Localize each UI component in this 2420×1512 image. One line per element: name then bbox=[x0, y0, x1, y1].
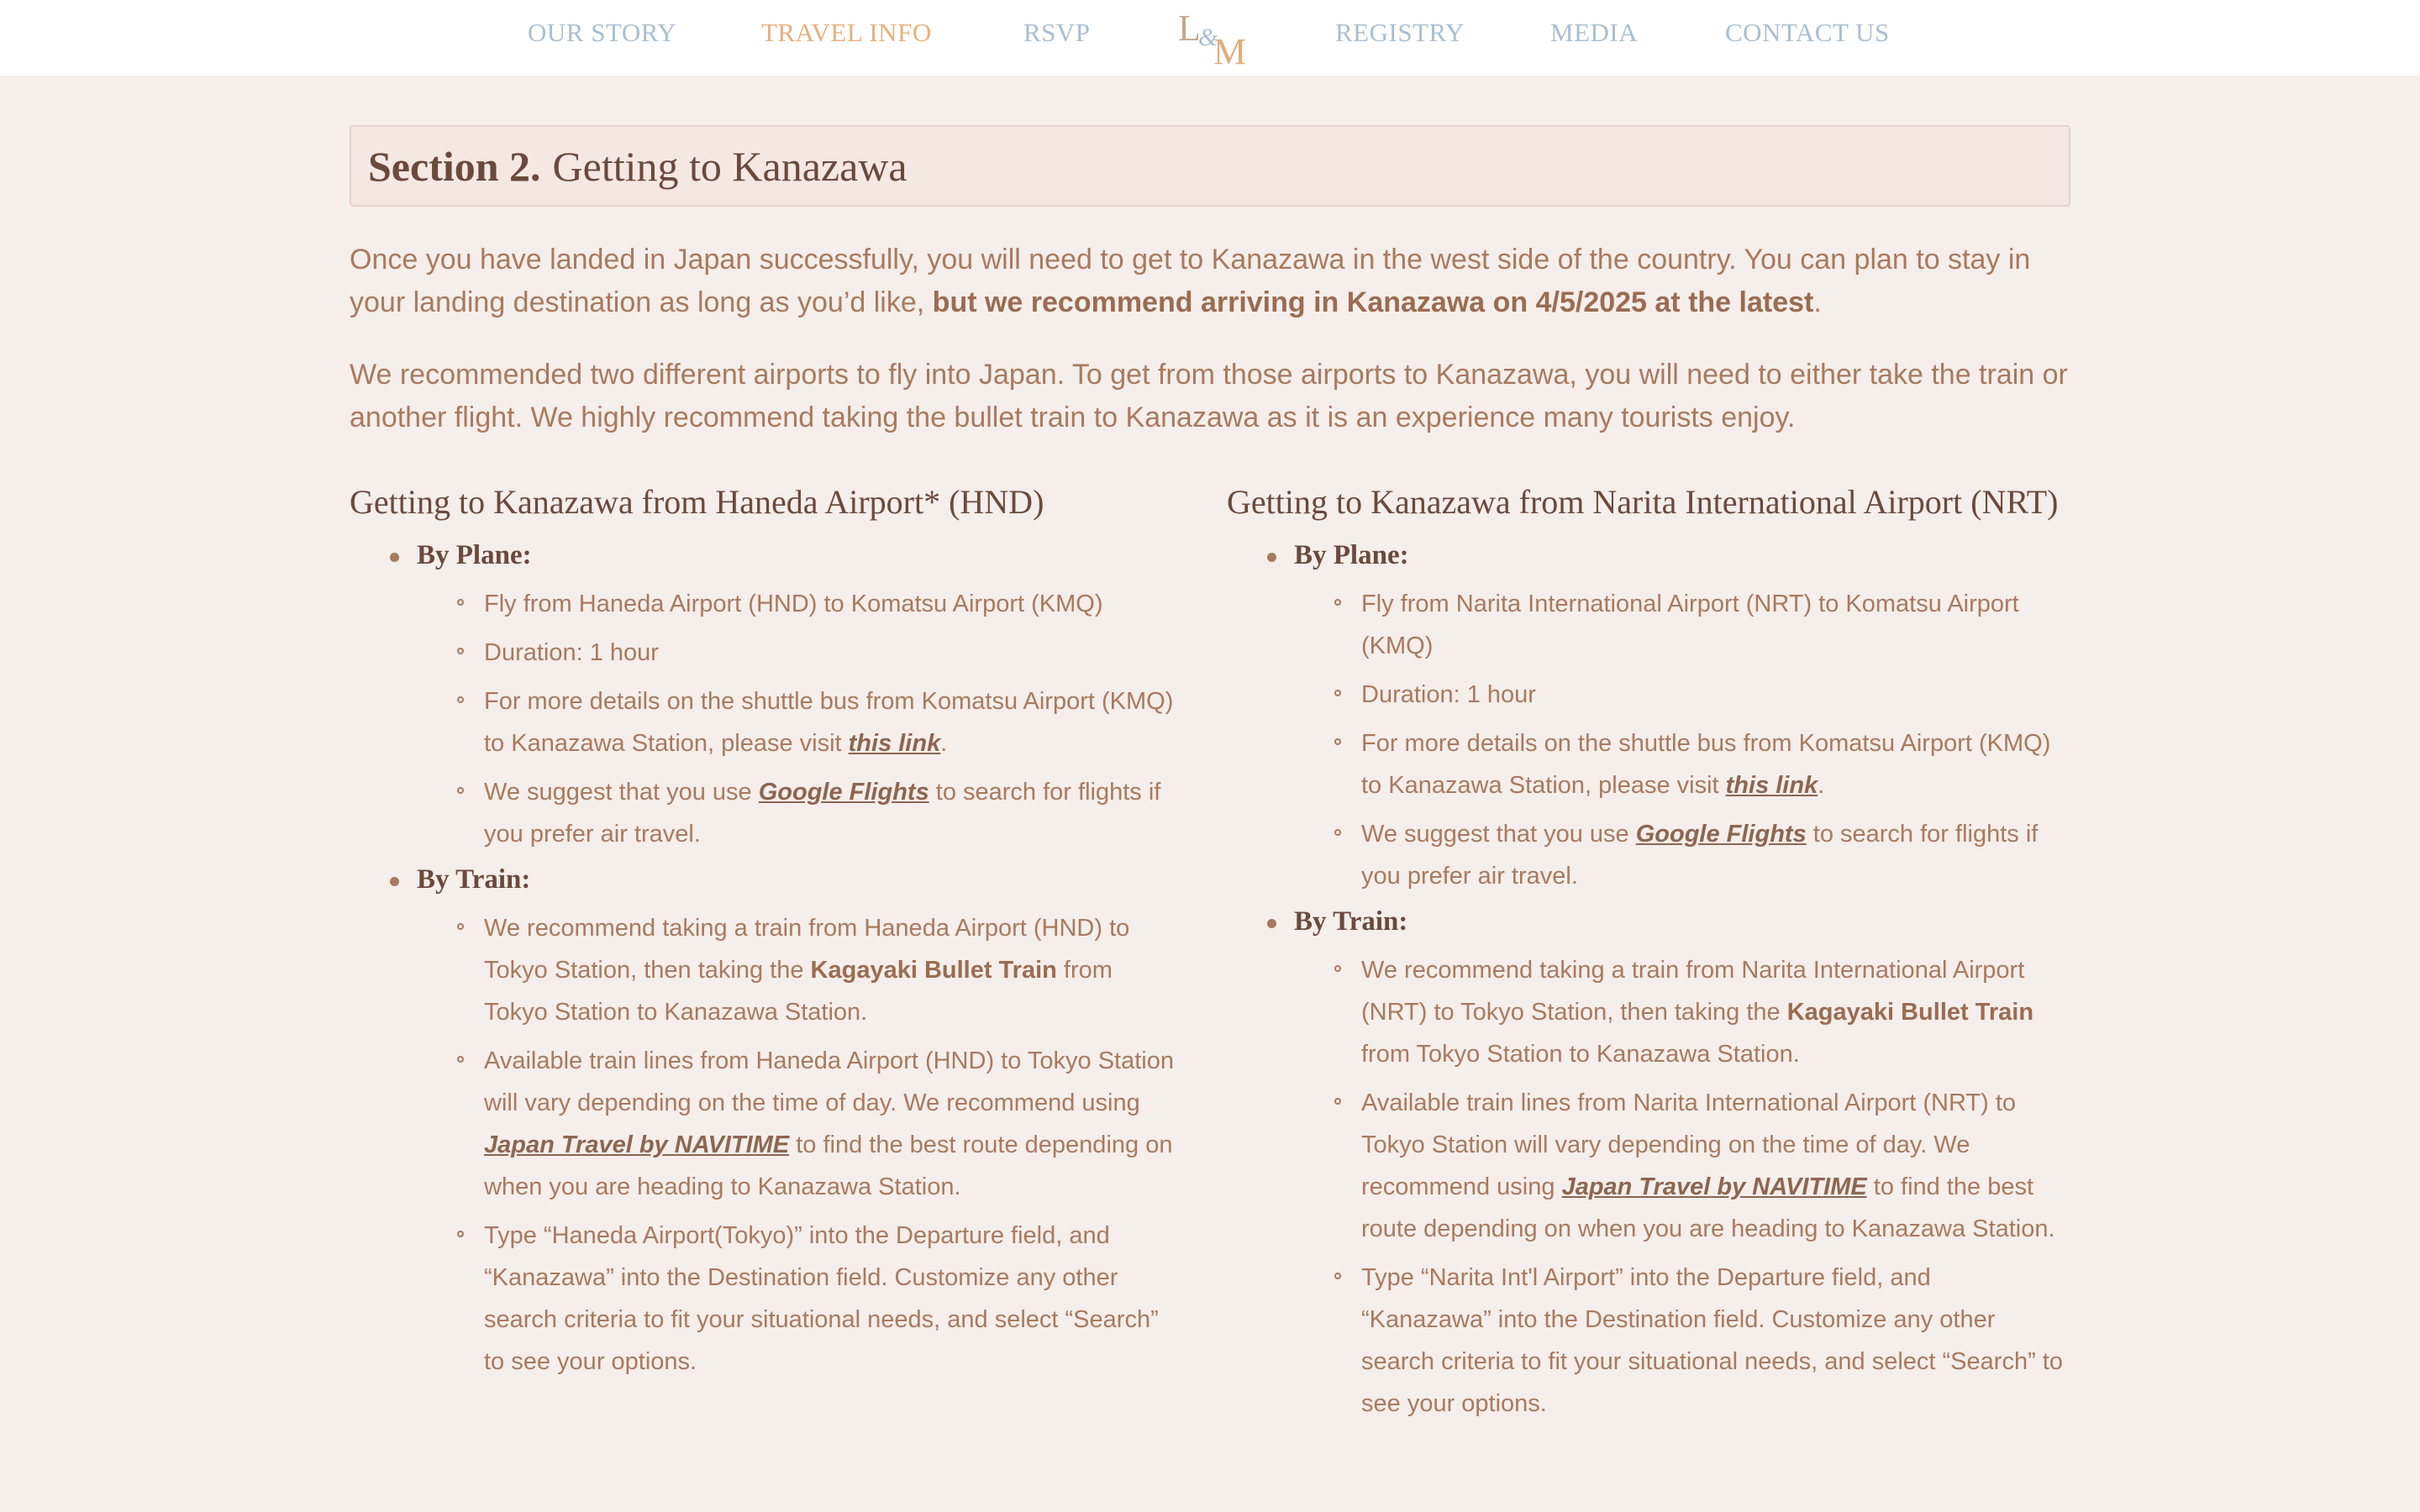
train-text: We recommend taking a train from Narita International Airport (NRT) to Tokyo Station, then taking the bbox=[1361, 957, 2025, 1026]
shuttle-text: For more details on the shuttle bus from Komatsu Airport (KMQ) to Kanazawa Station, please visit bbox=[1361, 730, 2051, 799]
navitime-link[interactable]: Japan Travel by NAVITIME bbox=[484, 1131, 790, 1158]
suggest-text: We suggest that you use bbox=[1361, 821, 1636, 848]
nav-rsvp[interactable]: RSVP bbox=[1023, 18, 1091, 47]
list-item bbox=[417, 1215, 1181, 1383]
suggest-text-end: to search for flights if you prefer air travel. bbox=[1361, 821, 2039, 890]
top-nav bbox=[0, 0, 2420, 76]
logo-ampersand: & bbox=[1198, 24, 1218, 51]
narita-column bbox=[1227, 483, 2067, 1433]
logo-letter-l: L bbox=[1178, 8, 1201, 49]
haneda-plane-list bbox=[417, 583, 1181, 855]
list-item bbox=[417, 632, 1181, 674]
by-plane-label: By Plane: bbox=[1294, 540, 1409, 570]
duration-text: Duration: 1 hour bbox=[484, 639, 659, 666]
search-instructions-text: Type “Haneda Airport(Tokyo)” into the Departure field, and “Kanazawa” into the Destination field. Customize any other search criteria to fit your situational needs, and select “Search” to see your options. bbox=[484, 1222, 1159, 1375]
bullet-dot bbox=[390, 553, 399, 562]
bullet-circle bbox=[457, 599, 464, 606]
bullet-circle bbox=[1334, 965, 1341, 972]
shuttle-link[interactable]: this link bbox=[1725, 772, 1818, 799]
intro-recommendation: but we recommend arriving in Kanazawa on 4/5/2025 at the latest bbox=[932, 286, 1814, 318]
shuttle-link[interactable]: this link bbox=[848, 730, 941, 757]
navitime-link[interactable]: Japan Travel by NAVITIME bbox=[1561, 1173, 1867, 1200]
duration-text: Duration: 1 hour bbox=[1361, 681, 1536, 708]
train-lines-text-end: to find the best route depending on when you are heading to Kanazawa Station. bbox=[484, 1131, 1173, 1200]
bullet-circle bbox=[1334, 829, 1341, 836]
bullet-circle bbox=[1334, 1098, 1341, 1105]
bullet-circle bbox=[1334, 738, 1341, 745]
suggest-text-end: to search for flights if you prefer air travel. bbox=[484, 779, 1161, 848]
suggest-text: We suggest that you use bbox=[484, 779, 759, 806]
list-item bbox=[1294, 583, 2067, 667]
train-lines-text: Available train lines from Haneda Airport (HND) to Tokyo Station will vary depending on the time of day. We recommend using bbox=[484, 1047, 1174, 1116]
flight-route-text: Fly from Haneda Airport (HND) to Komatsu Airport (KMQ) bbox=[484, 591, 1103, 617]
flight-route-text: Fly from Narita International Airport (NRT) to Komatsu Airport (KMQ) bbox=[1361, 591, 2019, 659]
narita-by-plane bbox=[1227, 539, 2067, 897]
intro-paragraph-1 bbox=[350, 239, 2070, 324]
bullet-dot bbox=[1267, 553, 1276, 562]
list-item bbox=[417, 680, 1181, 764]
intro-period: . bbox=[1813, 286, 1822, 318]
section-header bbox=[350, 125, 2070, 207]
haneda-options bbox=[350, 539, 1181, 1383]
haneda-by-plane bbox=[350, 539, 1181, 855]
by-plane-label: By Plane: bbox=[417, 540, 532, 570]
haneda-by-train bbox=[350, 864, 1181, 1383]
narita-plane-list bbox=[1294, 583, 2067, 897]
list-item bbox=[1294, 674, 2067, 716]
haneda-train-list bbox=[417, 907, 1181, 1383]
intro-paragraph-2: We recommended two different airports to fly into Japan. To get from those airports to Kanazawa, you will need to either take the train or another flight. We highly recommend taking the bullet train to Kanazawa as it is an experience many tourists enjoy. bbox=[350, 359, 2068, 433]
narita-train-list bbox=[1294, 949, 2067, 1425]
nav-media[interactable]: MEDIA bbox=[1550, 18, 1639, 47]
period: . bbox=[940, 730, 948, 757]
train-text-end: from Tokyo Station to Kanazawa Station. bbox=[484, 957, 1113, 1026]
narita-heading: Getting to Kanazawa from Narita International Airport (NRT) bbox=[1227, 483, 2059, 521]
list-item bbox=[1294, 1082, 2067, 1250]
train-text: We recommend taking a train from Haneda Airport (HND) to Tokyo Station, then taking the bbox=[484, 915, 1130, 984]
bullet-circle bbox=[457, 923, 464, 930]
nav-travel-info[interactable]: TRAVEL INFO bbox=[761, 18, 932, 47]
nav-registry[interactable]: REGISTRY bbox=[1335, 18, 1465, 47]
narita-options bbox=[1227, 539, 2067, 1425]
bullet-circle bbox=[1334, 690, 1341, 696]
section-number: Section 2. bbox=[368, 142, 541, 190]
list-item bbox=[1294, 722, 2067, 806]
google-flights-link[interactable]: Google Flights bbox=[1635, 821, 1807, 848]
haneda-column bbox=[350, 483, 1181, 1391]
bullet-circle bbox=[1334, 1273, 1341, 1279]
kagayaki-train-name: Kagayaki Bullet Train bbox=[810, 957, 1057, 984]
list-item bbox=[1294, 1257, 2067, 1425]
haneda-heading: Getting to Kanazawa from Haneda Airport* (HND) bbox=[350, 483, 1044, 521]
bullet-circle bbox=[1334, 599, 1341, 606]
train-text-end: from Tokyo Station to Kanazawa Station. bbox=[1361, 1041, 1800, 1068]
list-item bbox=[417, 907, 1181, 1033]
section-title: Getting to Kanazawa bbox=[552, 142, 908, 190]
bullet-circle bbox=[457, 1231, 464, 1237]
narita-by-train bbox=[1227, 906, 2067, 1425]
period: . bbox=[1818, 772, 1825, 799]
by-train-label: By Train: bbox=[1294, 906, 1408, 937]
list-item bbox=[417, 771, 1181, 855]
list-item bbox=[417, 583, 1181, 625]
train-lines-text: Available train lines from Narita International Airport (NRT) to Tokyo Station will vary depending on the time of day. We recommend using bbox=[1361, 1089, 2017, 1200]
list-item bbox=[417, 1040, 1181, 1208]
list-item bbox=[1294, 813, 2067, 897]
bullet-circle bbox=[457, 787, 464, 794]
by-train-label: By Train: bbox=[417, 864, 531, 895]
monogram-logo[interactable] bbox=[1175, 5, 1250, 72]
nav-our-story[interactable]: OUR STORY bbox=[528, 18, 677, 47]
bullet-circle bbox=[457, 696, 464, 703]
logo-letter-m: M bbox=[1213, 31, 1247, 72]
bullet-dot bbox=[1267, 919, 1276, 928]
google-flights-link[interactable]: Google Flights bbox=[758, 779, 929, 806]
main-content bbox=[350, 125, 2070, 439]
train-lines-text-end: to find the best route depending on when you are heading to Kanazawa Station. bbox=[1361, 1173, 2055, 1242]
kagayaki-train-name: Kagayaki Bullet Train bbox=[1786, 999, 2034, 1026]
list-item bbox=[1294, 949, 2067, 1075]
bullet-circle bbox=[457, 648, 464, 654]
intro-text: Once you have landed in Japan successfully, you will need to get to Kanazawa in the west side of the country. You can plan to stay in your landing destination as long as you’d like, bbox=[350, 244, 2031, 318]
bullet-circle bbox=[457, 1056, 464, 1063]
search-instructions-text: Type “Narita Int'l Airport” into the Departure field, and “Kanazawa” into the Destination field. Customize any other search criteria to fit your situational needs, and select “Search” to see your options. bbox=[1361, 1264, 2063, 1417]
bullet-dot bbox=[390, 877, 399, 886]
nav-contact-us[interactable]: CONTACT US bbox=[1725, 18, 1890, 47]
shuttle-text: For more details on the shuttle bus from Komatsu Airport (KMQ) to Kanazawa Station, please visit bbox=[484, 688, 1174, 757]
